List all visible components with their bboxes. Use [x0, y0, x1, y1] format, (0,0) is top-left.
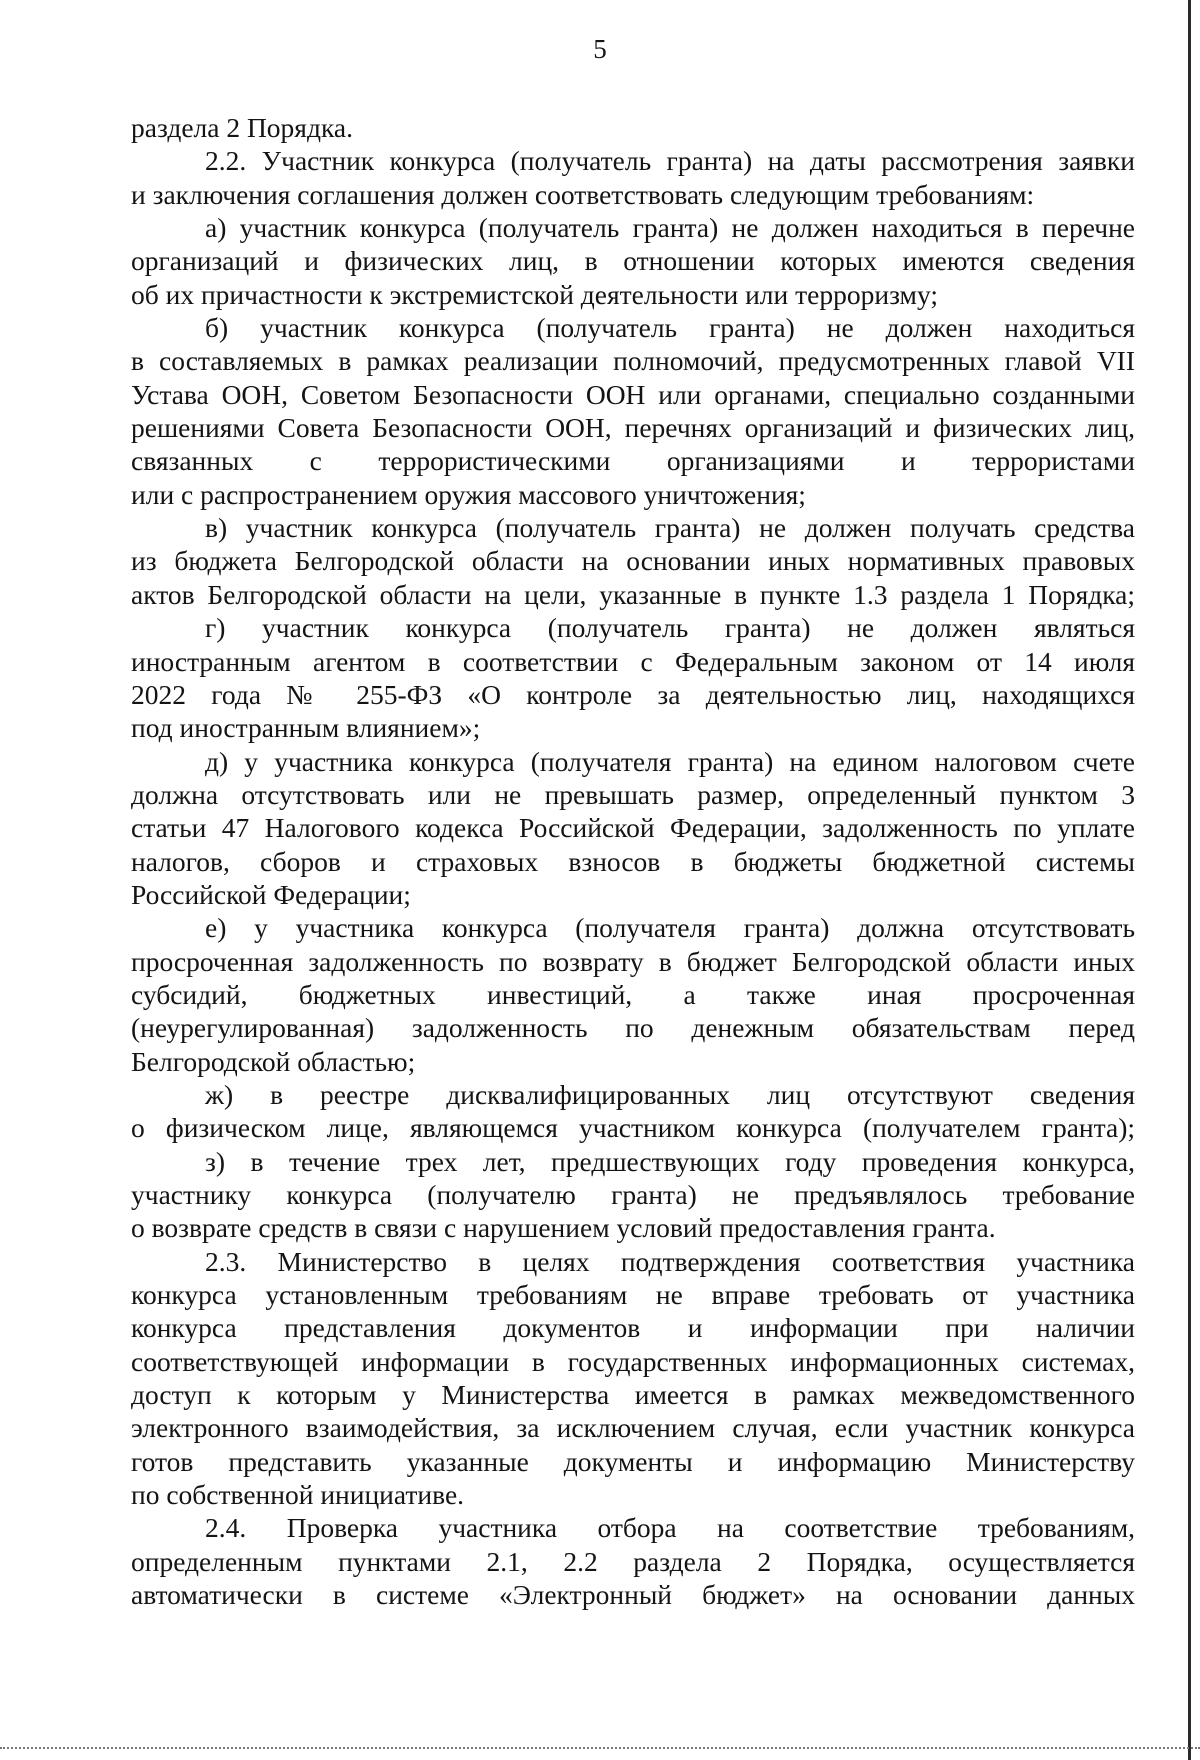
text-line: 2.3. Министерство в целях подтверждения соответствия участника [205, 1245, 1135, 1277]
text-line: г) участник конкурса (получатель гранта) не должен являться [205, 612, 1135, 644]
text-line: в составляемых в рамках реализации полномочий, предусмотренных главой VII [131, 345, 1135, 377]
text-line: 2.4. Проверка участника отбора на соответствие требованиям, [205, 1512, 1135, 1544]
text-line: соответствующей информации в государственных информационных системах, [131, 1345, 1135, 1377]
text-line: а) участник конкурса (получатель гранта) не должен находиться в перечне [205, 212, 1135, 244]
text-line: доступ к которым у Министерства имеется в рамках межведомственного [131, 1379, 1135, 1411]
text-line: иностранным агентом в соответствии с Федеральным законом от 14 июля [131, 645, 1135, 677]
text-line: конкурса представления документов и информации при наличии [131, 1312, 1135, 1344]
text-line: электронного взаимодействия, за исключением случая, если участник конкурса [131, 1412, 1135, 1444]
text-line: готов представить указанные документы и информацию Министерству [131, 1445, 1135, 1477]
text-line: Устава ООН, Советом Безопасности ООН или органами, специально созданными [131, 378, 1135, 410]
text-line: решениями Совета Безопасности ООН, перечнях организаций и физических лиц, [131, 412, 1135, 444]
text-line: под иностранным влиянием»; [131, 712, 481, 744]
text-line: з) в течение трех лет, предшествующих году проведения конкурса, [205, 1145, 1135, 1177]
text-line: связанных с террористическими организациями и террористами [131, 445, 1135, 477]
text-line: раздела 2 Порядка. [131, 112, 353, 143]
text-line: о физическом лице, являющемся участником конкурса (получателем гранта); [131, 1112, 1135, 1144]
scan-edge-right [1188, 0, 1191, 1760]
text-line: автоматически в системе «Электронный бюджет» на основании данных [131, 1579, 1135, 1611]
text-line: д) у участника конкурса (получателя гранта) на едином налоговом счете [205, 745, 1135, 777]
text-line: должна отсутствовать или не превышать размер, определенный пунктом 3 [131, 778, 1135, 810]
text-line: в) участник конкурса (получатель гранта) не должен получать средства [205, 512, 1135, 544]
text-line: 2022 года № 255-ФЗ «О контроле за деятельностью лиц, находящихся [131, 678, 1135, 710]
text-line: актов Белгородской области на цели, указанные в пункте 1.3 раздела 1 Порядка; [131, 578, 1135, 610]
text-line: или с распространением оружия массового уничтожения; [131, 478, 806, 510]
text-line: по собственной инициативе. [131, 1479, 465, 1511]
text-line: (неурегулированная) задолженность по денежным обязательствам перед [131, 1012, 1135, 1044]
text-line: статьи 47 Налогового кодекса Российской Федерации, задолженность по уплате [131, 812, 1135, 844]
text-line: о возврате средств в связи с нарушением условий предоставления гранта. [131, 1212, 996, 1244]
text-line: конкурса установленным требованиям не вправе требовать от участника [131, 1279, 1135, 1311]
scan-edge-bottom [0, 1747, 1200, 1750]
text-line: субсидий, бюджетных инвестиций, а также иная просроченная [131, 978, 1135, 1010]
text-line: е) у участника конкурса (получателя гранта) должна отсутствовать [205, 912, 1135, 944]
text-line: из бюджета Белгородской области на основании иных нормативных правовых [131, 545, 1135, 577]
text-line: об их причастности к экстремистской деятельности или терроризму; [131, 278, 938, 310]
text-line: просроченная задолженность по возврату в бюджет Белгородской области иных [131, 945, 1135, 977]
text-line: и заключения соглашения должен соответствовать следующим требованиям: [131, 178, 1035, 210]
text-line: налогов, сборов и страховых взносов в бюджеты бюджетной системы [131, 845, 1135, 877]
text-line: Российской Федерации; [131, 878, 411, 910]
text-line: организаций и физических лиц, в отношении которых имеются сведения [131, 245, 1135, 277]
text-line: Белгородской областью; [131, 1045, 416, 1077]
text-line: б) участник конкурса (получатель гранта) не должен находиться [205, 312, 1135, 344]
document-body [131, 111, 1135, 1611]
text-line: ж) в реестре дисквалифицированных лиц отсутствуют сведения [205, 1078, 1135, 1110]
text-line: участнику конкурса (получателю гранта) не предъявлялось требование [131, 1179, 1135, 1210]
text-line: определенным пунктами 2.1, 2.2 раздела 2 Порядка, осуществляется [131, 1545, 1135, 1577]
page-number: 5 [593, 34, 607, 64]
text-line: 2.2. Участник конкурса (получатель гранта) на даты рассмотрения заявки [205, 145, 1135, 177]
